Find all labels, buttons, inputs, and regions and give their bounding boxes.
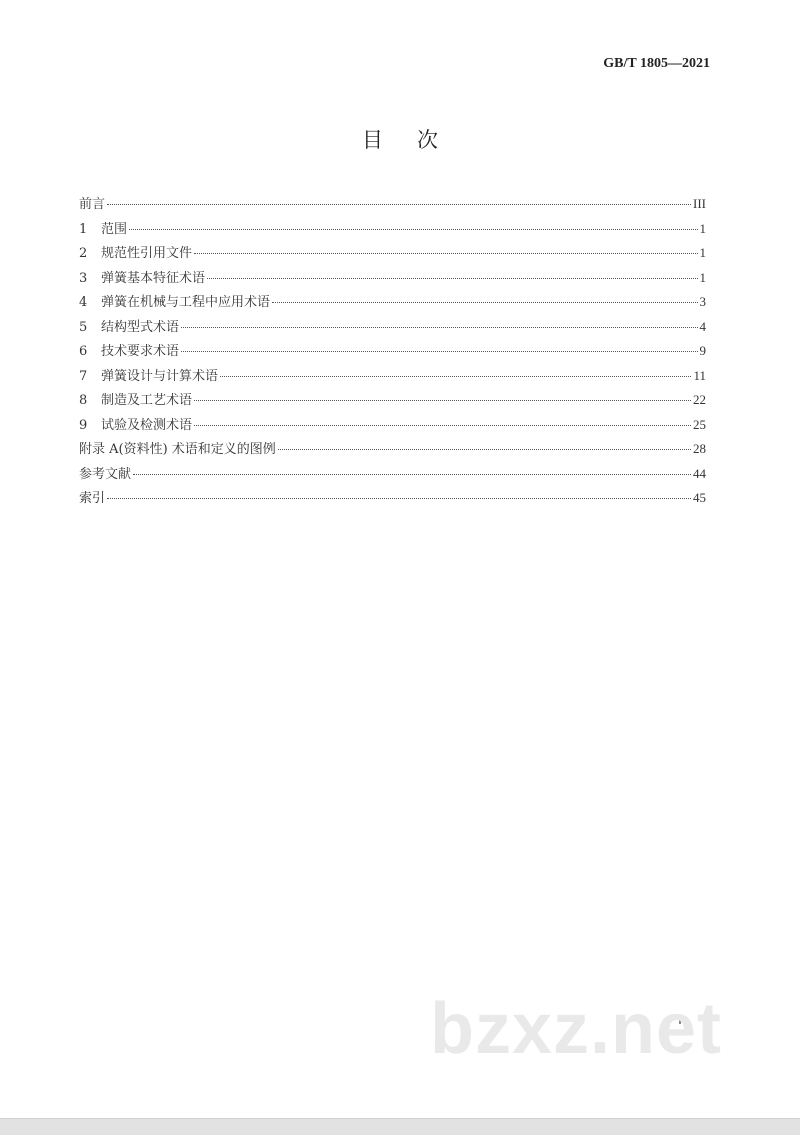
standard-number: GB/T 1805—2021 (603, 56, 710, 71)
dot-leader (194, 425, 691, 426)
dot-leader (194, 400, 691, 401)
toc-entry-5[interactable] (79, 316, 706, 341)
toc-entry-label: 结构型式术语 (101, 319, 180, 335)
dot-leader (220, 376, 691, 377)
toc-entry-number: 7 (79, 368, 88, 384)
toc-entry-1[interactable] (79, 218, 706, 243)
toc-entry-label: 制造及工艺术语 (101, 393, 193, 408)
toc-entry-page: 25 (693, 416, 706, 432)
toc-entry-label: 附录 A(资料性) 术语和定义的图例 (79, 442, 276, 457)
watermark: bzxz.net (429, 989, 722, 1069)
dot-leader (272, 302, 697, 303)
toc-entry-9[interactable] (79, 414, 706, 439)
toc-entry-page: 28 (693, 441, 706, 456)
toc-entry-page: III (693, 196, 706, 211)
toc-entry-2[interactable] (79, 242, 706, 267)
toc-entry-page: 1 (699, 245, 706, 260)
toc-entry-number: 1 (79, 221, 88, 237)
dot-leader (278, 449, 691, 450)
page-bottom-edge (0, 1118, 800, 1135)
toc-entry-label: 弹簧在机械与工程中应用术语 (101, 295, 271, 310)
toc-entry-number: 9 (79, 417, 88, 433)
toc-entry-label: 索引 (79, 491, 106, 506)
toc-entry-label: 试验及检测术语 (101, 417, 193, 433)
toc-entry-number: 3 (79, 270, 88, 286)
toc-entry-page: 4 (699, 318, 706, 334)
toc-entry-label: 规范性引用文件 (101, 246, 193, 261)
toc-entry-index[interactable] (79, 487, 706, 512)
toc-entry-label: 技术要求术语 (101, 344, 180, 359)
toc-entry-label: 弹簧基本特征术语 (101, 270, 206, 286)
toc-entry-page: 1 (699, 220, 706, 236)
dot-leader (107, 204, 691, 205)
toc-entry-3[interactable] (79, 267, 706, 292)
toc-entry-page: 44 (693, 465, 706, 481)
dot-leader (133, 474, 691, 475)
toc-entry-page: 1 (699, 269, 706, 285)
toc-entry-6[interactable] (79, 340, 706, 365)
toc-entry-label: 参考文献 (79, 466, 132, 482)
toc-entry-page: 9 (699, 343, 706, 358)
toc-entry-label: 弹簧设计与计算术语 (101, 368, 219, 384)
toc-entry-4[interactable] (79, 291, 706, 316)
dot-leader (129, 229, 697, 230)
dot-leader (181, 327, 697, 328)
toc-entry-page: 45 (693, 490, 706, 505)
dot-leader (181, 351, 697, 352)
toc-entry-number: 5 (79, 319, 88, 335)
toc-entry-7[interactable] (79, 365, 706, 390)
toc-entry-label: 范围 (101, 221, 128, 237)
toc-entry-foreword[interactable] (79, 193, 706, 218)
dot-leader (207, 278, 697, 279)
toc-entry-number: 8 (79, 393, 88, 408)
toc-entry-appendix-a[interactable] (79, 438, 706, 463)
table-of-contents (79, 193, 706, 512)
toc-entry-number: 2 (79, 246, 88, 261)
toc-entry-references[interactable] (79, 463, 706, 488)
toc-entry-label: 前言 (79, 197, 106, 212)
toc-entry-page: 11 (693, 367, 706, 383)
toc-entry-number: 4 (79, 295, 88, 310)
toc-entry-page: 3 (699, 294, 706, 309)
toc-entry-page: 22 (693, 392, 706, 407)
page-title: 目次 (362, 128, 472, 152)
dot-leader (107, 498, 691, 499)
dot-leader (194, 253, 697, 254)
toc-entry-8[interactable] (79, 389, 706, 414)
toc-entry-number: 6 (79, 344, 88, 359)
